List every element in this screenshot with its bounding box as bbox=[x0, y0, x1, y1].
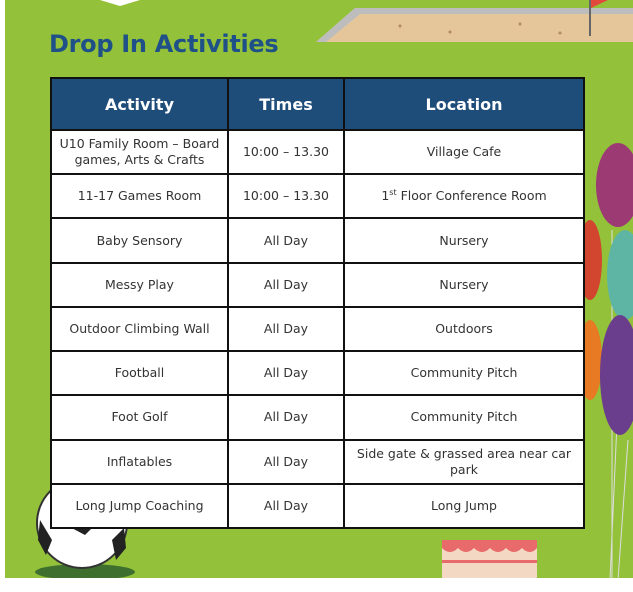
activity-cell: 11-17 Games Room bbox=[51, 174, 228, 218]
activity-cell: U10 Family Room – Board games, Arts & Crafts bbox=[51, 130, 228, 174]
flag-icon bbox=[591, 0, 608, 8]
location-cell: Side gate & grassed area near car park bbox=[344, 440, 584, 484]
page-title: Drop In Activities bbox=[49, 30, 279, 58]
times-cell: 10:00 – 13.30 bbox=[228, 130, 344, 174]
times-cell: All Day bbox=[228, 440, 344, 484]
table-row bbox=[51, 307, 584, 351]
table-row bbox=[51, 130, 584, 174]
left-edge-strip bbox=[0, 0, 5, 592]
balloon-icon bbox=[600, 315, 633, 435]
location-cell: Community Pitch bbox=[344, 395, 584, 439]
table-row bbox=[51, 351, 584, 395]
times-cell: 10:00 – 13.30 bbox=[228, 174, 344, 218]
column-header-location: Location bbox=[344, 78, 584, 130]
activities-table bbox=[50, 77, 585, 529]
ordinal-suffix: st bbox=[389, 188, 397, 198]
activity-cell: Long Jump Coaching bbox=[51, 484, 228, 528]
location-cell bbox=[344, 174, 584, 218]
times-cell: All Day bbox=[228, 484, 344, 528]
column-header-activity: Activity bbox=[51, 78, 228, 130]
activity-cell: Inflatables bbox=[51, 440, 228, 484]
table-header-row bbox=[51, 78, 584, 130]
times-cell: All Day bbox=[228, 263, 344, 307]
table-row bbox=[51, 484, 584, 528]
location-cell: Nursery bbox=[344, 263, 584, 307]
table-row bbox=[51, 263, 584, 307]
activity-cell: Messy Play bbox=[51, 263, 228, 307]
times-cell: All Day bbox=[228, 218, 344, 262]
bottom-edge-strip bbox=[0, 578, 633, 592]
balloon-icon bbox=[607, 230, 633, 320]
times-cell: All Day bbox=[228, 395, 344, 439]
top-shape bbox=[100, 0, 140, 6]
location-text: Floor Conference Room bbox=[396, 188, 547, 204]
activity-cell: Outdoor Climbing Wall bbox=[51, 307, 228, 351]
table-row bbox=[51, 218, 584, 262]
activity-cell: Baby Sensory bbox=[51, 218, 228, 262]
location-cell: Community Pitch bbox=[344, 351, 584, 395]
activity-cell: Football bbox=[51, 351, 228, 395]
column-header-times: Times bbox=[228, 78, 344, 130]
times-cell: All Day bbox=[228, 307, 344, 351]
location-cell: Village Cafe bbox=[344, 130, 584, 174]
balloon-icon bbox=[596, 143, 633, 227]
table-row bbox=[51, 440, 584, 484]
location-cell: Nursery bbox=[344, 218, 584, 262]
activity-cell: Foot Golf bbox=[51, 395, 228, 439]
location-ordinal: 1 bbox=[381, 188, 390, 204]
times-cell: All Day bbox=[228, 351, 344, 395]
location-cell: Long Jump bbox=[344, 484, 584, 528]
location-cell: Outdoors bbox=[344, 307, 584, 351]
table-row bbox=[51, 395, 584, 439]
table-row bbox=[51, 174, 584, 218]
